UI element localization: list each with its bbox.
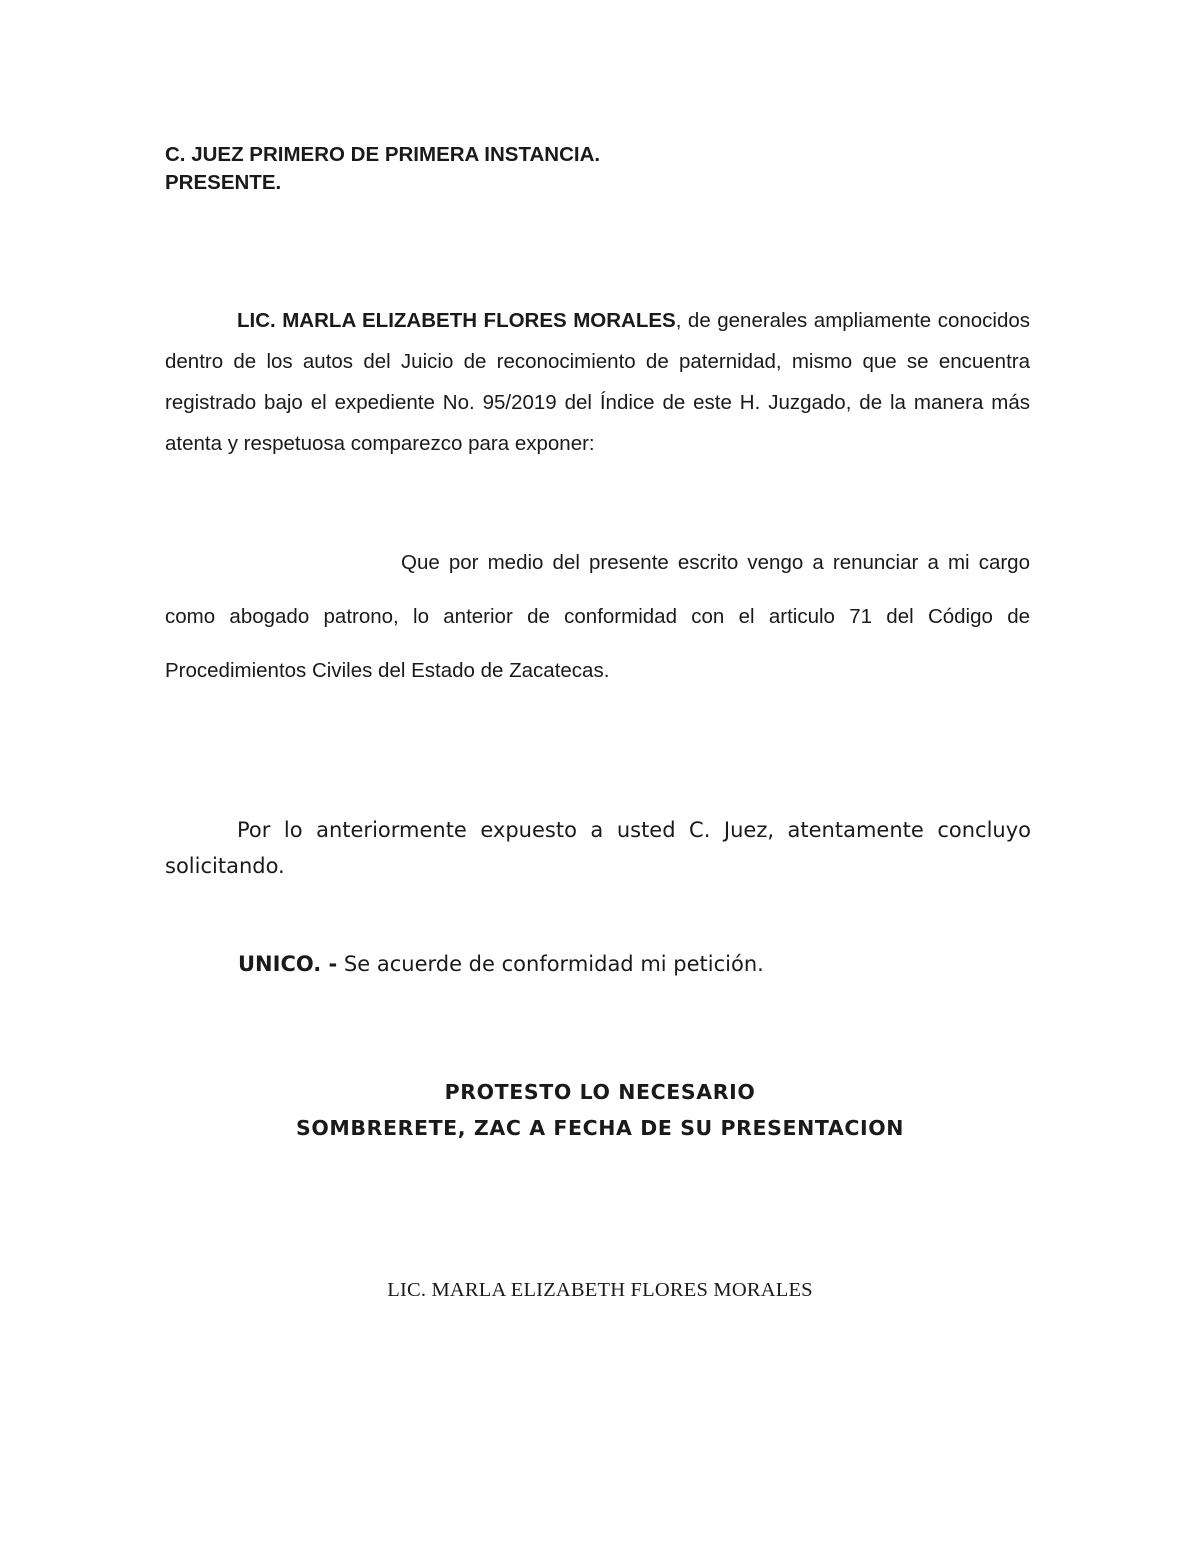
signature-name: LIC. MARLA ELIZABETH FLORES MORALES <box>387 1279 813 1301</box>
addressee-judge: C. JUEZ PRIMERO DE PRIMERA INSTANCIA. <box>165 143 601 166</box>
body-paragraph: Que por medio del presente escrito vengo a renunciar a mi cargo como abogado patrono, lo anterior de conformidad con el articulo 71 del Código de Procedimientos Civiles del Estado de Zacatecas. <box>165 551 1030 682</box>
addressee-present: PRESENTE. <box>165 171 282 194</box>
unico-text: Se acuerde de conformidad mi petición. <box>337 952 764 976</box>
intro-name: LIC. MARLA ELIZABETH FLORES MORALES <box>237 309 676 332</box>
unico-petition <box>238 946 764 982</box>
request-paragraph: Por lo anteriormente expuesto a usted C. Juez, atentamente concluyo solicitando. <box>165 818 1031 878</box>
closing-place-date: SOMBRERETE, ZAC A FECHA DE SU PRESENTACION <box>296 1116 904 1140</box>
addressee-block <box>165 141 600 197</box>
intro-text: , de generales ampliamente conocidos dentro de los autos del Juicio de reconocimiento de paternidad, mismo que se encuentra registrado bajo el expediente No. 95/2019 del Índice de este H. Juzgado, de la manera más atenta y respetuosa comparezco para exponer: <box>165 309 1031 455</box>
closing-protest: PROTESTO LO NECESARIO <box>444 1080 756 1104</box>
unico-label: UNICO. - <box>238 952 338 976</box>
intro-paragraph <box>165 300 1030 464</box>
closing-block <box>0 1074 1200 1146</box>
